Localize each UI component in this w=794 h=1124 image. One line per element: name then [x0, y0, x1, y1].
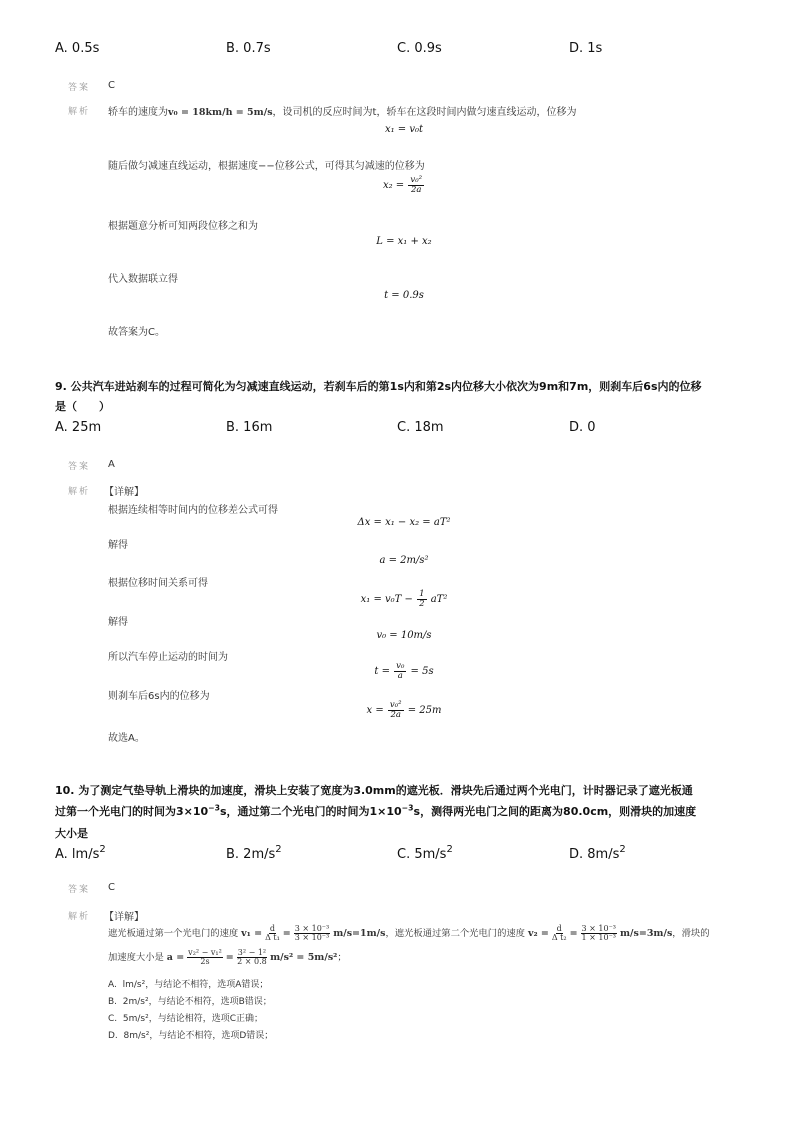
q9-eq6-lhs: x = — [366, 704, 384, 716]
q10-choice-a-value: lm/s² — [122, 980, 146, 990]
q8-eq4: t = 0.9s — [384, 290, 424, 301]
q8-eq2-lhs: x₂ = — [382, 179, 405, 191]
q10-option-d-sup: 2 — [619, 844, 626, 855]
q9-eq1: Δx = x₁ − x₂ = aT² — [357, 517, 451, 528]
q8-eq2-fraction — [408, 176, 424, 195]
q10-detail: 【详解】 — [104, 912, 144, 923]
q10-answer: C — [108, 882, 115, 893]
q10-choice-b-value: 2m/s² — [122, 997, 149, 1007]
q10-question-line3: 大小是 — [55, 827, 88, 840]
q9-option-c: C. 18m — [397, 420, 444, 435]
q9-option-b: B. 16m — [226, 420, 273, 435]
q10-line1-b: ，遮光板通过第二个光电门的速度 — [385, 928, 525, 939]
q8-eq2-num: v₀² — [410, 175, 423, 185]
q10-line1-f1-lhs: v₁ = — [241, 928, 263, 939]
q10-line1-f2-eq: = — [569, 928, 578, 939]
q10-choice-c-prefix: C. — [108, 1014, 118, 1024]
q10-line1-f1-den2: 3 × 10⁻³ — [294, 933, 330, 942]
q8-option-c: C. 0.9s — [397, 41, 442, 56]
q9-eq5-fraction — [394, 662, 406, 681]
q10-line2-f-eq: = — [225, 952, 234, 963]
q9-eq4: v₀ = 10m/s — [376, 630, 432, 641]
q9-eq6-num: v₀² — [389, 700, 402, 710]
q9-answer-tag: 答案 — [68, 462, 91, 472]
q10-option-d — [569, 844, 626, 862]
q10-choice-a-prefix: A. — [108, 980, 117, 990]
q9-line7: 故选A。 — [108, 733, 145, 744]
q8-eq2-den: 2a — [410, 184, 422, 195]
q10-choice-d-prefix: D. — [108, 1031, 118, 1041]
q9-question-line1: 9. 公共汽车进站刹车的过程可简化为匀减速直线运动，若刹车后的第1s内和第2s内位移大小依次为9m和7m，则刹车后6s内的位移 — [55, 380, 702, 393]
q8-option-d: D. 1s — [569, 41, 603, 56]
q10-question-line1: 10. 为了测定气垫导轨上滑块的加速度，滑块上安装了宽度为3.0mm的遮光板．滑块先后通过两个光电门，计时器记录了遮光板通 — [55, 784, 693, 797]
q10-choice-a-text: ，与结论不相符，选项A错误； — [145, 980, 269, 990]
q8-analysis-tag: 解析 — [68, 107, 91, 117]
q10-line1-f2-rhs: m/s=3m/s — [619, 928, 673, 939]
q10-line1-f1-rhs: m/s=1m/s — [333, 928, 386, 939]
q8-line3: 根据题意分析可知两段位移之和为 — [108, 221, 258, 232]
q10-option-b — [226, 844, 282, 862]
q10-question-line2 — [55, 803, 696, 819]
q10-line1-f1-frac1 — [265, 925, 280, 942]
q10-option-a-sup: 2 — [99, 844, 106, 855]
q8-line2: 随后做匀减速直线运动，根据速度−−位移公式，可得其匀减速的位移为 — [108, 161, 425, 172]
q10-line2-f-den: 2s — [200, 957, 210, 966]
q9-eq3-rhs: aT² — [430, 593, 448, 605]
q10-line1-f1-den: Δ t₁ — [265, 933, 280, 942]
q10-option-a — [55, 844, 106, 862]
q9-line2: 解得 — [108, 540, 128, 551]
q9-eq3 — [254, 590, 554, 609]
q9-analysis-tag: 解析 — [68, 487, 91, 497]
q10-line2-a: 加速度大小是 — [108, 952, 164, 963]
q8-line1-a: 轿车的速度为 — [108, 107, 168, 118]
q10-line2-frac2 — [237, 949, 267, 966]
q10-line1-f2-frac1 — [552, 925, 567, 942]
q10-line1-f2-num: d — [556, 924, 562, 933]
q10-line1 — [108, 925, 710, 942]
q8-eq2 — [254, 176, 554, 195]
q8-eq1: x₁ = v₀t — [384, 124, 424, 135]
q10-choice-c-text: ，与结论相符，选项C正确； — [148, 1014, 264, 1024]
q9-question-line2: 是（ ） — [55, 400, 110, 413]
q10-line1-f1-num2: 3 × 10⁻³ — [294, 924, 330, 933]
q9-line1: 根据连续相等时间内的位移差公式可得 — [108, 505, 278, 516]
q9-eq3-num: 1 — [419, 589, 425, 599]
q10-option-c — [397, 844, 453, 862]
q10-question-line2-exp2: −3 — [401, 803, 414, 813]
q10-line2 — [108, 949, 347, 966]
q10-line2-f-den2: 2 × 0.8 — [237, 957, 267, 966]
q9-option-a: A. 25m — [55, 420, 102, 435]
q8-answer-tag: 答案 — [68, 83, 91, 93]
q8-line1 — [108, 103, 576, 118]
q8-eq3: L = x₁ + x₂ — [376, 236, 432, 247]
q9-eq3-fraction — [417, 590, 426, 609]
q9-eq6 — [254, 701, 554, 720]
q10-option-b-label: B. 2m/s — [226, 847, 276, 862]
q10-line1-a: 遮光板通过第一个光电门的速度 — [108, 928, 239, 939]
q10-question-line2-c: s，测得两光电门之间的距离为80.0cm，则滑块的加速度 — [413, 805, 697, 818]
q9-eq6-rhs: = 25m — [407, 704, 442, 716]
q10-line2-b: ； — [337, 952, 347, 963]
q10-choice-b-prefix: B. — [108, 997, 118, 1007]
q9-eq2: a = 2m/s² — [379, 555, 429, 566]
q10-line1-f2-den2: 1 × 10⁻³ — [581, 933, 617, 942]
q10-line2-frac1 — [187, 949, 223, 966]
q10-choice-b-text: ，与结论不相符，选项B错误； — [148, 997, 272, 1007]
q8-line1-b: ，设司机的反应时间为t，轿车在这段时间内做匀速直线运动，位移为 — [272, 107, 577, 118]
q10-line2-f-lhs: a = — [166, 952, 185, 963]
q10-question-line2-exp1: −3 — [208, 803, 220, 813]
q10-line1-f2-lhs: v₂ = — [527, 928, 549, 939]
q10-option-b-sup: 2 — [275, 844, 282, 855]
q10-option-a-label: A. lm/s — [55, 847, 100, 862]
q10-line1-f2-frac2 — [581, 925, 618, 942]
q9-option-d: D. 0 — [569, 420, 596, 435]
q9-detail: 【详解】 — [104, 487, 144, 498]
q10-answer-tag: 答案 — [68, 885, 91, 895]
q8-line4: 代入数据联立得 — [108, 274, 178, 285]
q9-answer: A — [108, 459, 115, 470]
q10-option-c-sup: 2 — [446, 844, 453, 855]
q10-line1-f1-num: d — [269, 924, 275, 933]
q10-choice-d — [108, 1028, 273, 1041]
q10-option-d-label: D. 8m/s — [569, 847, 620, 862]
q10-line2-f-rhs: m/s² = 5m/s² — [270, 952, 338, 963]
q9-eq5-den: a — [397, 670, 403, 681]
q9-eq5 — [254, 662, 554, 681]
q9-line4: 解得 — [108, 617, 128, 628]
q10-choice-a — [108, 977, 268, 990]
q9-eq3-lhs: x₁ = v₀T − — [360, 593, 413, 605]
q10-choice-c-value: 5m/s² — [122, 1014, 149, 1024]
q10-line1-f1-frac2 — [294, 925, 331, 942]
q9-line6: 则刹车后6s内的位移为 — [108, 691, 210, 702]
q10-choice-d-text: ，与结论不相符，选项D错误； — [149, 1031, 274, 1041]
q10-question-line2-a: 过第一个光电门的时间为3×10 — [55, 805, 209, 818]
q10-line2-f-num2: 3² − 1² — [237, 948, 267, 957]
q10-question-line2-b: s，通过第二个光电门的时间为1×10 — [219, 805, 402, 818]
q9-eq6-fraction — [388, 701, 404, 720]
q8-option-a: A. 0.5s — [55, 41, 100, 56]
q9-eq6-den: 2a — [390, 709, 401, 720]
q9-line5: 所以汽车停止运动的时间为 — [108, 652, 228, 663]
q10-choice-b — [108, 994, 272, 1007]
q10-choice-c — [108, 1011, 263, 1024]
q10-line1-c: ，滑块的 — [672, 928, 710, 939]
q9-eq3-den: 2 — [419, 598, 425, 609]
q10-line1-f2-den: Δ t₂ — [551, 933, 567, 942]
q8-line1-formula: v₀ = 18km/h = 5m/s — [168, 107, 273, 118]
q10-choice-d-value: 8m/s² — [123, 1031, 150, 1041]
q10-option-c-label: C. 5m/s — [397, 847, 447, 862]
q10-line2-f-num: v₂² − v₁² — [188, 948, 222, 957]
q10-analysis-tag: 解析 — [68, 912, 91, 922]
q8-line5: 故答案为C。 — [108, 327, 165, 338]
q10-line1-f1-eq: = — [282, 928, 291, 939]
q8-answer: C — [108, 80, 115, 91]
q9-eq5-lhs: t = — [374, 665, 390, 677]
q9-line3: 根据位移时间关系可得 — [108, 578, 208, 589]
q8-option-b: B. 0.7s — [226, 41, 271, 56]
q9-eq5-num: v₀ — [396, 661, 405, 671]
q9-eq5-rhs: = 5s — [410, 665, 434, 677]
q10-line1-f2-num2: 3 × 10⁻³ — [581, 924, 617, 933]
